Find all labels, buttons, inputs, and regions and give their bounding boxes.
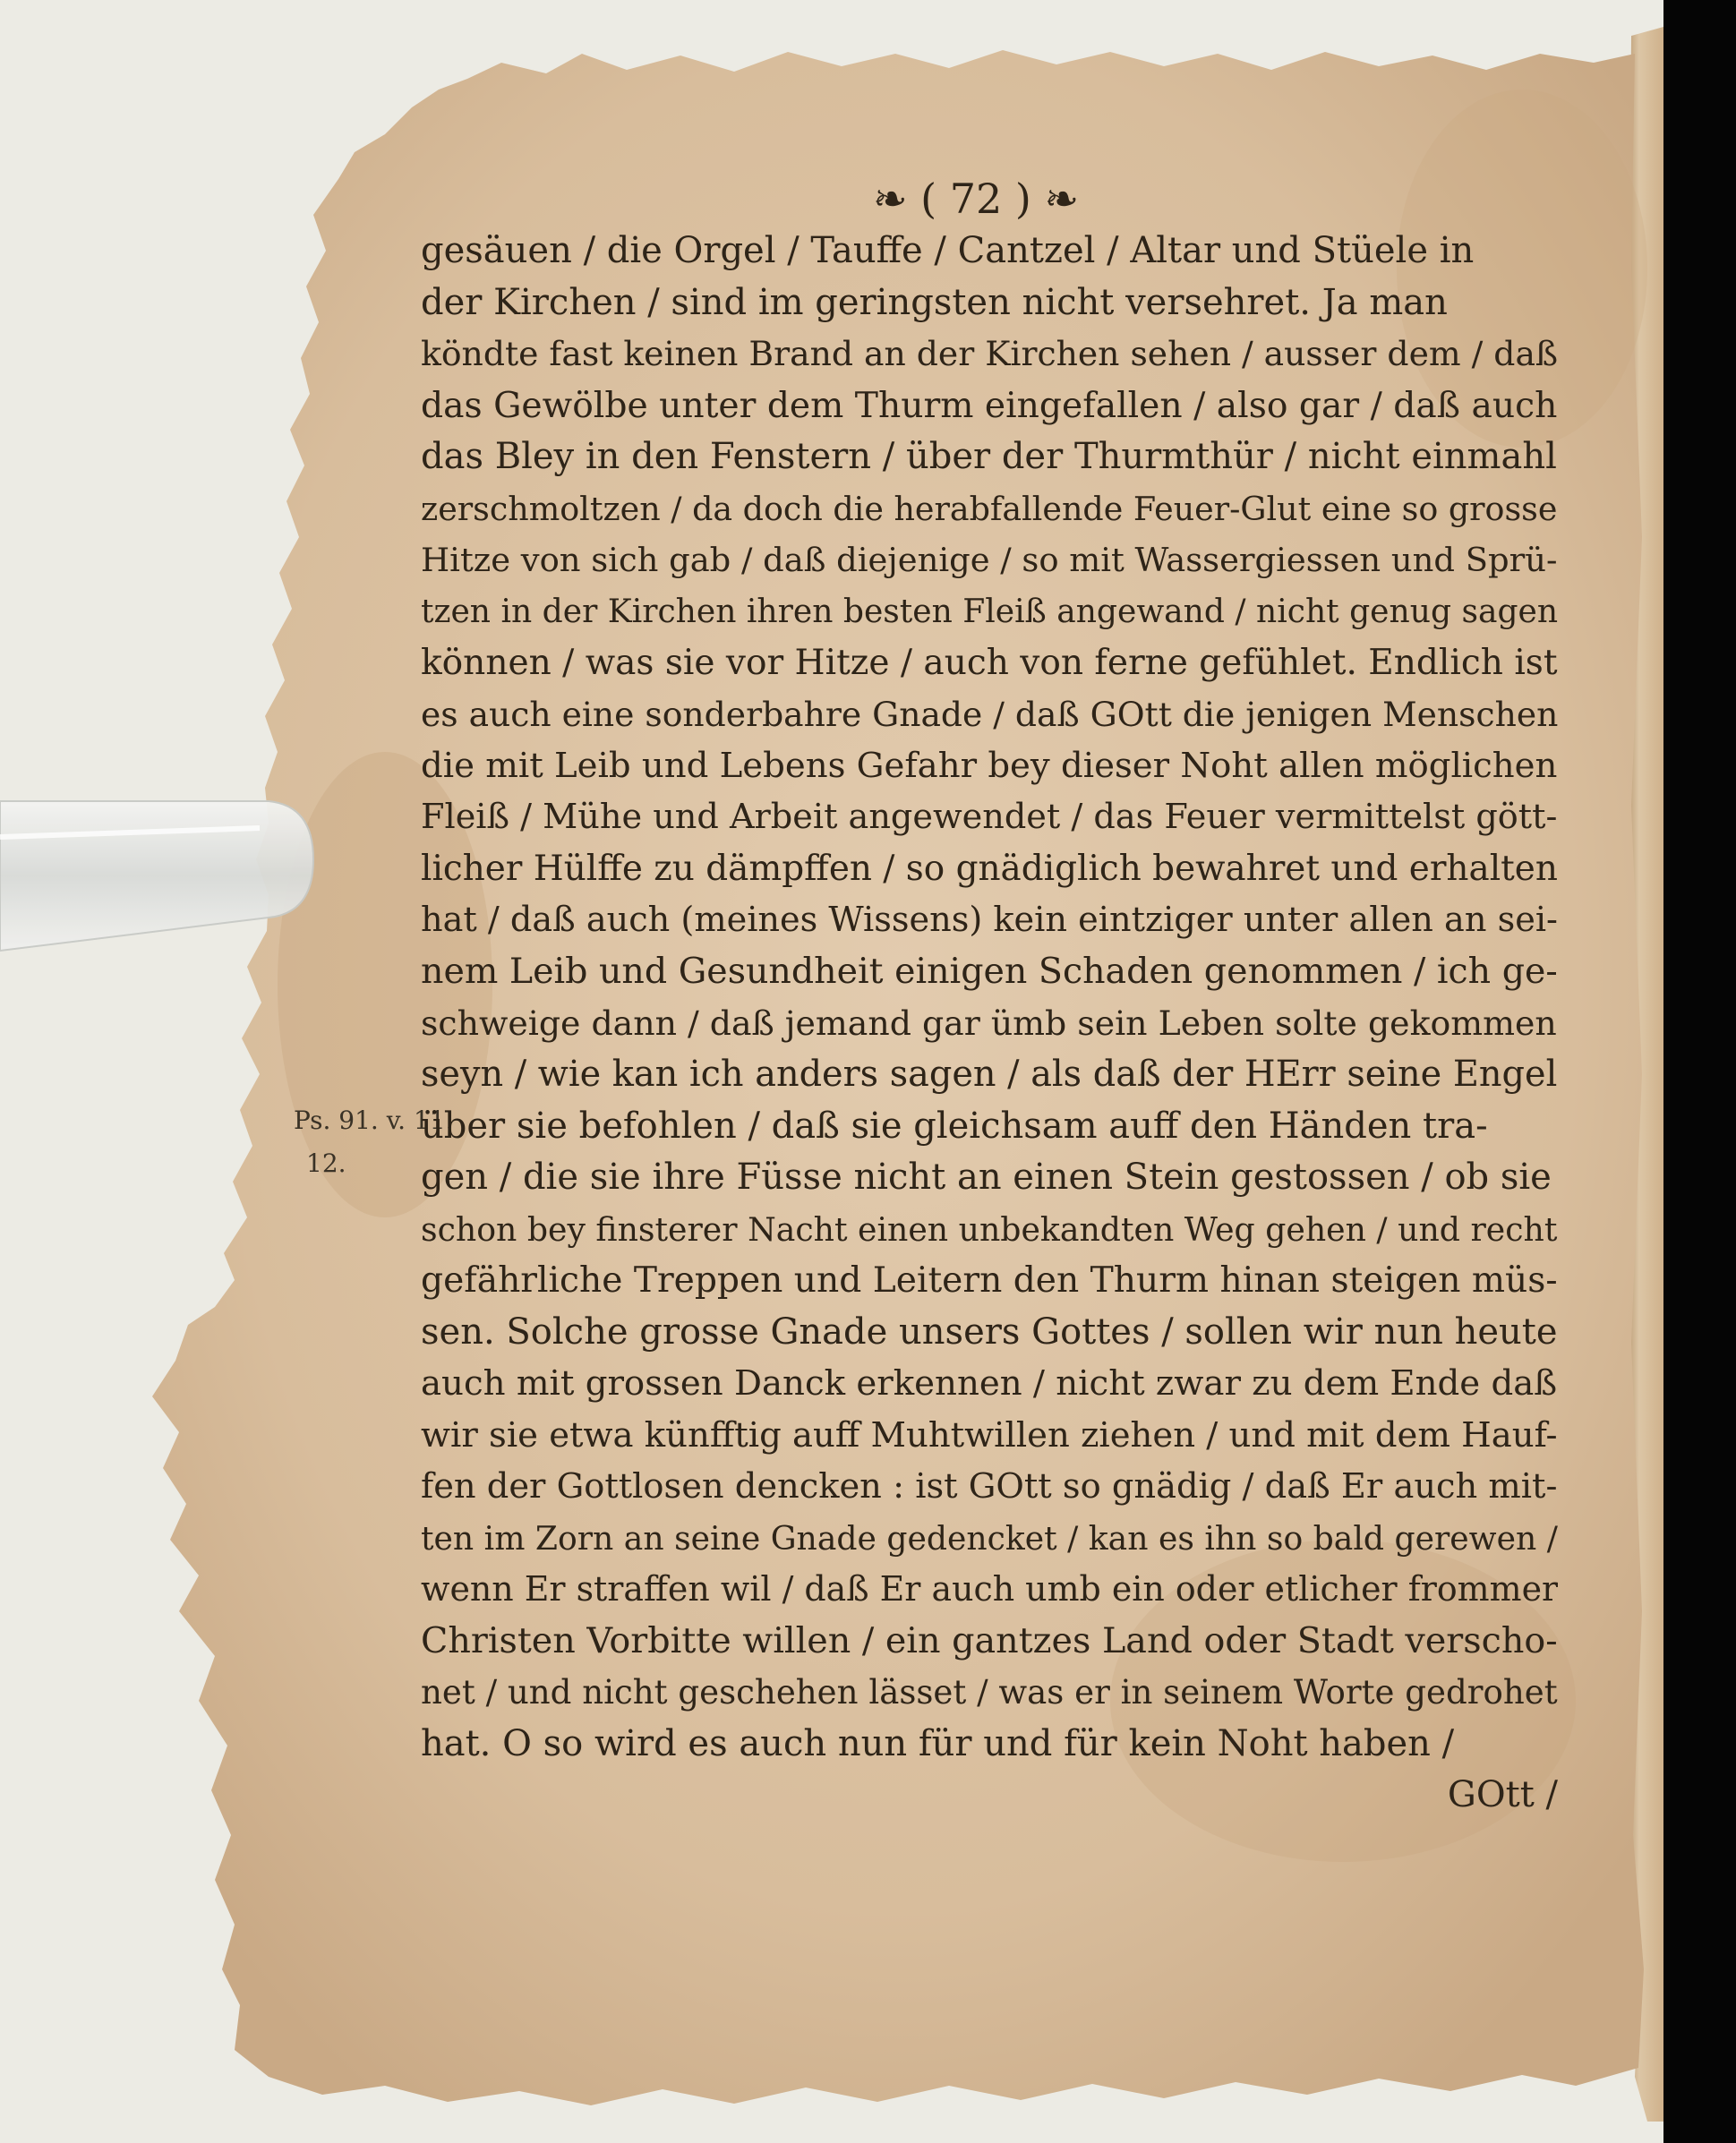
text-line: wenn Er straffen wil / daß Er auch umb ein oder etlicher frommer	[421, 1569, 1558, 1609]
text-line: schweige dann / daß jemand gar ümb sein Leben solte gekommen	[421, 1003, 1557, 1043]
page-header	[842, 175, 1110, 223]
text-line: zerschmoltzen / da doch die herabfallende Feuer-Glut eine so grosse	[421, 489, 1558, 528]
text-line: über sie befohlen / daß sie gleichsam auff den Händen tra-	[421, 1105, 1488, 1147]
text-line: fen der Gottlosen dencken : ist GOtt so gnädig / daß Er auch mit-	[421, 1466, 1558, 1507]
text-line: das Bley in den Fenstern / über der Thurmthür / nicht einmahl	[421, 436, 1557, 477]
text-line: gen / die sie ihre Füsse nicht an einen Stein gestossen / ob sie	[421, 1157, 1552, 1198]
text-line: wir sie etwa künfftig auff Muhtwillen ziehen / und mit dem Hauf-	[421, 1414, 1558, 1456]
binding-edge	[1663, 0, 1736, 2143]
text-line: gesäuen / die Orgel / Tauffe / Cantzel / Altar und Stüele in	[421, 230, 1475, 271]
text-line: Hitze von sich gab / daß diejenige / so mit Wassergiessen und Sprü-	[421, 541, 1558, 579]
text-line: Fleiß / Mühe und Arbeit angewendet / das Feuer vermittelst gött-	[421, 797, 1558, 837]
marginal-note	[294, 1099, 454, 1185]
text-line: seyn / wie kan ich anders sagen / als daß der HErr seine Engel	[421, 1054, 1558, 1095]
text-line: das Gewölbe unter dem Thurm eingefallen / also gar / daß auch	[421, 385, 1558, 426]
text-line: ten im Zorn an seine Gnade gedencket / kan es ihn so bald gerewen /	[421, 1518, 1558, 1558]
text-line: Christen Vorbitte willen / ein gantzes Land oder Stadt verscho-	[421, 1619, 1558, 1661]
text-line: köndte fast keinen Brand an der Kirchen sehen / ausser dem / daß	[421, 334, 1558, 373]
text-line: es auch eine sonderbahre Gnade / daß GOtt die jenigen Menschen	[421, 694, 1558, 734]
text-line: hat / daß auch (meines Wissens) kein eintziger unter allen an sei-	[421, 900, 1558, 940]
page-number: ( 72 )	[920, 175, 1031, 223]
text-line: hat. O so wird es auch nun für und für kein Noht haben /	[421, 1722, 1455, 1764]
text-line: sen. Solche grosse Gnade unsers Gottes / sollen wir nun heute	[421, 1311, 1558, 1353]
text-line: können / was sie vor Hitze / auch von ferne gefühlet. Endlich ist	[421, 643, 1558, 683]
marginal-note-line: Ps. 91. v. 11.	[294, 1106, 454, 1135]
text-line: auch mit grossen Danck erkennen / nicht zwar zu dem Ende daß	[421, 1363, 1558, 1404]
ornament-right: ❧	[1044, 175, 1079, 223]
text-line: nem Leib und Gesundheit einigen Schaden genommen / ich ge-	[421, 951, 1558, 992]
marginal-note-line: 12.	[306, 1148, 346, 1178]
text-line: licher Hülffe zu dämpffen / so gnädiglich bewahret und erhalten	[421, 849, 1558, 889]
text-line: schon bey finsterer Nacht einen unbekandten Weg gehen / und recht	[421, 1209, 1558, 1249]
body-text	[421, 226, 1558, 1822]
text-line: tzen in der Kirchen ihren besten Fleiß angewand / nicht genug sagen	[421, 592, 1558, 630]
text-line: die mit Leib und Lebens Gefahr bey dieser Noht allen möglichen	[421, 746, 1558, 786]
ornament-left: ❧	[872, 175, 908, 223]
text-line: der Kirchen / sind im geringsten nicht versehret. Ja man	[421, 281, 1448, 323]
catchword: GOtt /	[1447, 1774, 1558, 1815]
text-line: net / und nicht geschehen lässet / was er in seinem Worte gedrohet	[421, 1673, 1558, 1712]
text-line: gefährliche Treppen und Leitern den Thurm hinan steigen müs-	[421, 1260, 1558, 1301]
